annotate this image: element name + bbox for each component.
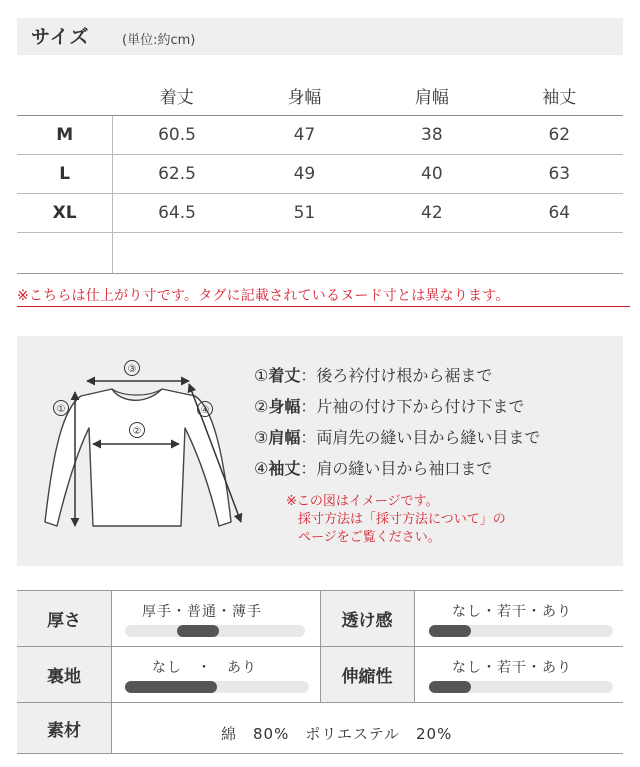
table-row	[17, 116, 623, 155]
legend-desc: ：肩の縫い目から袖口まで	[300, 459, 493, 478]
thickness-bar-fill	[177, 625, 219, 637]
measurement-guide	[17, 336, 623, 566]
finished-size-note: ※こちらは仕上がり寸です。タグに記載されているヌード寸とは異なります。	[17, 288, 510, 304]
shirt-collar	[112, 389, 162, 395]
marker-1-text: ①	[56, 404, 66, 415]
table-cell: 63	[496, 155, 623, 194]
legend-desc: ：片袖の付け下から付け下まで	[300, 397, 525, 416]
measurement-legend	[254, 360, 540, 484]
stretch-options: なし・若干・あり	[452, 660, 572, 676]
table-cell: 38	[368, 116, 495, 155]
sheer-label: 透け感	[320, 591, 414, 646]
table-cell: 62.5	[113, 155, 241, 194]
table-cell-empty	[368, 233, 495, 274]
size-table	[17, 75, 623, 274]
row-divider	[17, 702, 623, 703]
stretch-bar-fill	[429, 681, 471, 693]
size-unit: (単位:約cm)	[122, 33, 196, 48]
size-label: XL	[17, 194, 113, 233]
lining-options: なし ・ あり	[152, 660, 257, 676]
table-cell: 40	[368, 155, 495, 194]
lining-bar	[125, 681, 309, 693]
column-header: 身幅	[241, 75, 368, 116]
thickness-options: 厚手・普通・薄手	[142, 604, 262, 620]
size-label-empty	[17, 233, 113, 274]
diagram-note-line: ※この図はイメージです。	[286, 494, 439, 509]
table-cell: 62	[496, 116, 623, 155]
legend-item-shoulder	[254, 422, 540, 453]
diagram-note-line: ページをご覧ください。	[298, 530, 441, 545]
table-cell: 42	[368, 194, 495, 233]
lining-label: 裏地	[17, 647, 111, 702]
table-row-empty	[17, 233, 623, 274]
table-cell-empty	[241, 233, 368, 274]
diagram-note	[286, 493, 506, 547]
size-label: L	[17, 155, 113, 194]
legend-item-sleeve	[254, 453, 540, 484]
table-cell: 49	[241, 155, 368, 194]
header-empty-cell	[17, 75, 113, 116]
legend-name: 着丈	[268, 366, 301, 385]
table-cell: 47	[241, 116, 368, 155]
size-title: サイズ	[31, 26, 90, 48]
size-label: M	[17, 116, 113, 155]
legend-desc: ：後ろ衿付け根から裾まで	[300, 366, 493, 385]
marker-2-text: ②	[132, 426, 142, 437]
diagram-note-line: 採寸方法は「採寸方法について」の	[298, 512, 506, 527]
material-value: 綿 80% ポリエステル 20%	[221, 725, 453, 743]
table-cell: 64.5	[113, 194, 241, 233]
note-underline	[17, 306, 630, 307]
table-row	[17, 155, 623, 194]
size-table-header	[17, 75, 623, 116]
stretch-label: 伸縮性	[320, 647, 414, 702]
sheer-bar	[429, 625, 613, 637]
legend-num: ②	[254, 397, 269, 416]
marker-3-text: ③	[127, 364, 137, 375]
legend-name: 肩幅	[268, 428, 301, 447]
garment-diagram	[17, 336, 257, 566]
marker-4-text: ④	[200, 405, 210, 416]
thickness-bar	[125, 625, 305, 637]
legend-num: ④	[254, 459, 269, 478]
table-cell: 60.5	[113, 116, 241, 155]
column-header: 着丈	[113, 75, 241, 116]
size-header	[17, 18, 623, 55]
legend-name: 袖丈	[268, 459, 301, 478]
spec-table	[17, 590, 623, 754]
table-cell-empty	[113, 233, 241, 274]
legend-num: ①	[254, 366, 269, 385]
lining-bar-fill	[125, 681, 217, 693]
col-divider	[320, 591, 321, 702]
col-divider	[111, 591, 112, 753]
legend-name: 身幅	[268, 397, 301, 416]
material-label: 素材	[17, 703, 111, 753]
table-cell-empty	[496, 233, 623, 274]
col-divider	[414, 591, 415, 702]
sheer-options: なし・若干・あり	[452, 604, 572, 620]
table-cell: 51	[241, 194, 368, 233]
legend-item-chest	[254, 391, 540, 422]
legend-item-length	[254, 360, 540, 391]
sheer-bar-fill	[429, 625, 471, 637]
column-header: 肩幅	[368, 75, 495, 116]
table-cell: 64	[496, 194, 623, 233]
column-header: 袖丈	[496, 75, 623, 116]
legend-desc: ：両肩先の縫い目から縫い目まで	[300, 428, 541, 447]
stretch-bar	[429, 681, 613, 693]
legend-num: ③	[254, 428, 269, 447]
thickness-label: 厚さ	[17, 591, 111, 646]
table-row	[17, 194, 623, 233]
